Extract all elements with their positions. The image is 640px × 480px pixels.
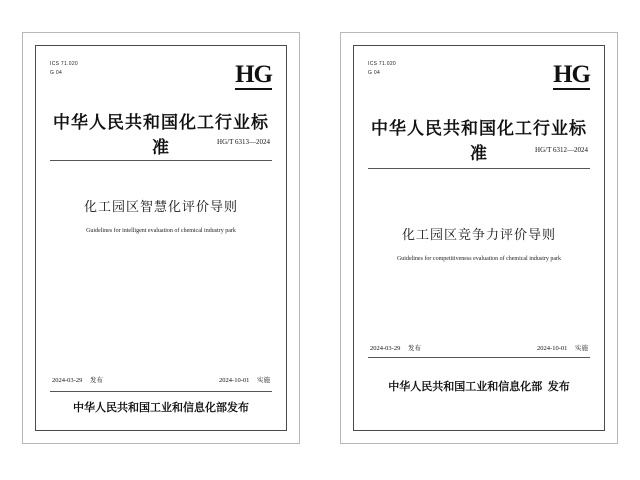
publisher-left xyxy=(50,399,272,415)
standard-cover-right[interactable] xyxy=(340,32,618,444)
hg-logo-underline xyxy=(235,88,272,90)
ics-line-1: ICS 71.020 xyxy=(50,61,79,67)
hg-logo-icon xyxy=(235,62,272,90)
standard-code-right: HG/T 6312—2024 xyxy=(535,146,588,154)
divider-top-right xyxy=(368,168,590,169)
hg-logo-icon xyxy=(553,62,590,90)
publisher-suffix-left: 发布 xyxy=(227,402,249,414)
standard-cover-left[interactable] xyxy=(22,32,300,444)
publisher-right xyxy=(368,378,590,394)
date-row-right xyxy=(370,343,588,352)
issue-date-left: 2024-03-29 xyxy=(52,377,83,384)
issue-label-right: 发布 xyxy=(407,345,421,352)
ics-line-2: G 04 xyxy=(50,69,63,76)
hg-logo-text: HG xyxy=(553,61,590,88)
standard-title-left: 中华人民共和国化工行业标准 xyxy=(53,113,269,157)
document-subtitle-right: Guidelines for competitiveness evaluation of chemical industry park xyxy=(396,256,562,262)
issue-date-group-left xyxy=(52,375,103,384)
standard-code-left: HG/T 6313—2024 xyxy=(217,138,270,146)
divider-bottom-left xyxy=(50,391,272,392)
date-row-left xyxy=(52,375,270,384)
publisher-name-right: 中华人民共和国工业和信息化部 xyxy=(388,381,543,393)
document-subtitle-left: Guidelines for intelligent evaluation of chemical industry park xyxy=(86,228,236,234)
cover-border-right xyxy=(353,45,605,431)
effective-label-left: 实施 xyxy=(257,377,270,384)
effective-date-group-right xyxy=(537,343,588,352)
issue-date-group-right xyxy=(370,343,421,352)
divider-bottom-right xyxy=(368,357,590,358)
hg-logo-text: HG xyxy=(235,61,272,88)
cover-border-left xyxy=(35,45,287,431)
ics-classification-block-right xyxy=(368,60,396,77)
divider-top-left xyxy=(50,160,272,161)
ics-line-1: ICS 71.020 xyxy=(368,61,397,67)
document-title-left: 化工园区智慧化评价导则 xyxy=(83,199,238,214)
effective-date-right: 2024-10-01 xyxy=(537,345,568,352)
effective-date-left: 2024-10-01 xyxy=(219,377,250,384)
effective-date-group-left xyxy=(219,375,270,384)
publisher-suffix-right: 发布 xyxy=(547,381,570,393)
effective-label-right: 实施 xyxy=(575,345,588,352)
hg-logo-underline xyxy=(553,88,590,90)
document-title-right: 化工园区竞争力评价导则 xyxy=(401,227,556,242)
ics-line-2: G 04 xyxy=(368,69,381,76)
issue-date-right: 2024-03-29 xyxy=(370,345,401,352)
issue-label-left: 发布 xyxy=(89,377,103,384)
publisher-name-left: 中华人民共和国工业和信息化部 xyxy=(73,402,227,414)
ics-classification-block-left xyxy=(50,60,78,77)
standard-title-right: 中华人民共和国化工行业标准 xyxy=(371,119,587,163)
